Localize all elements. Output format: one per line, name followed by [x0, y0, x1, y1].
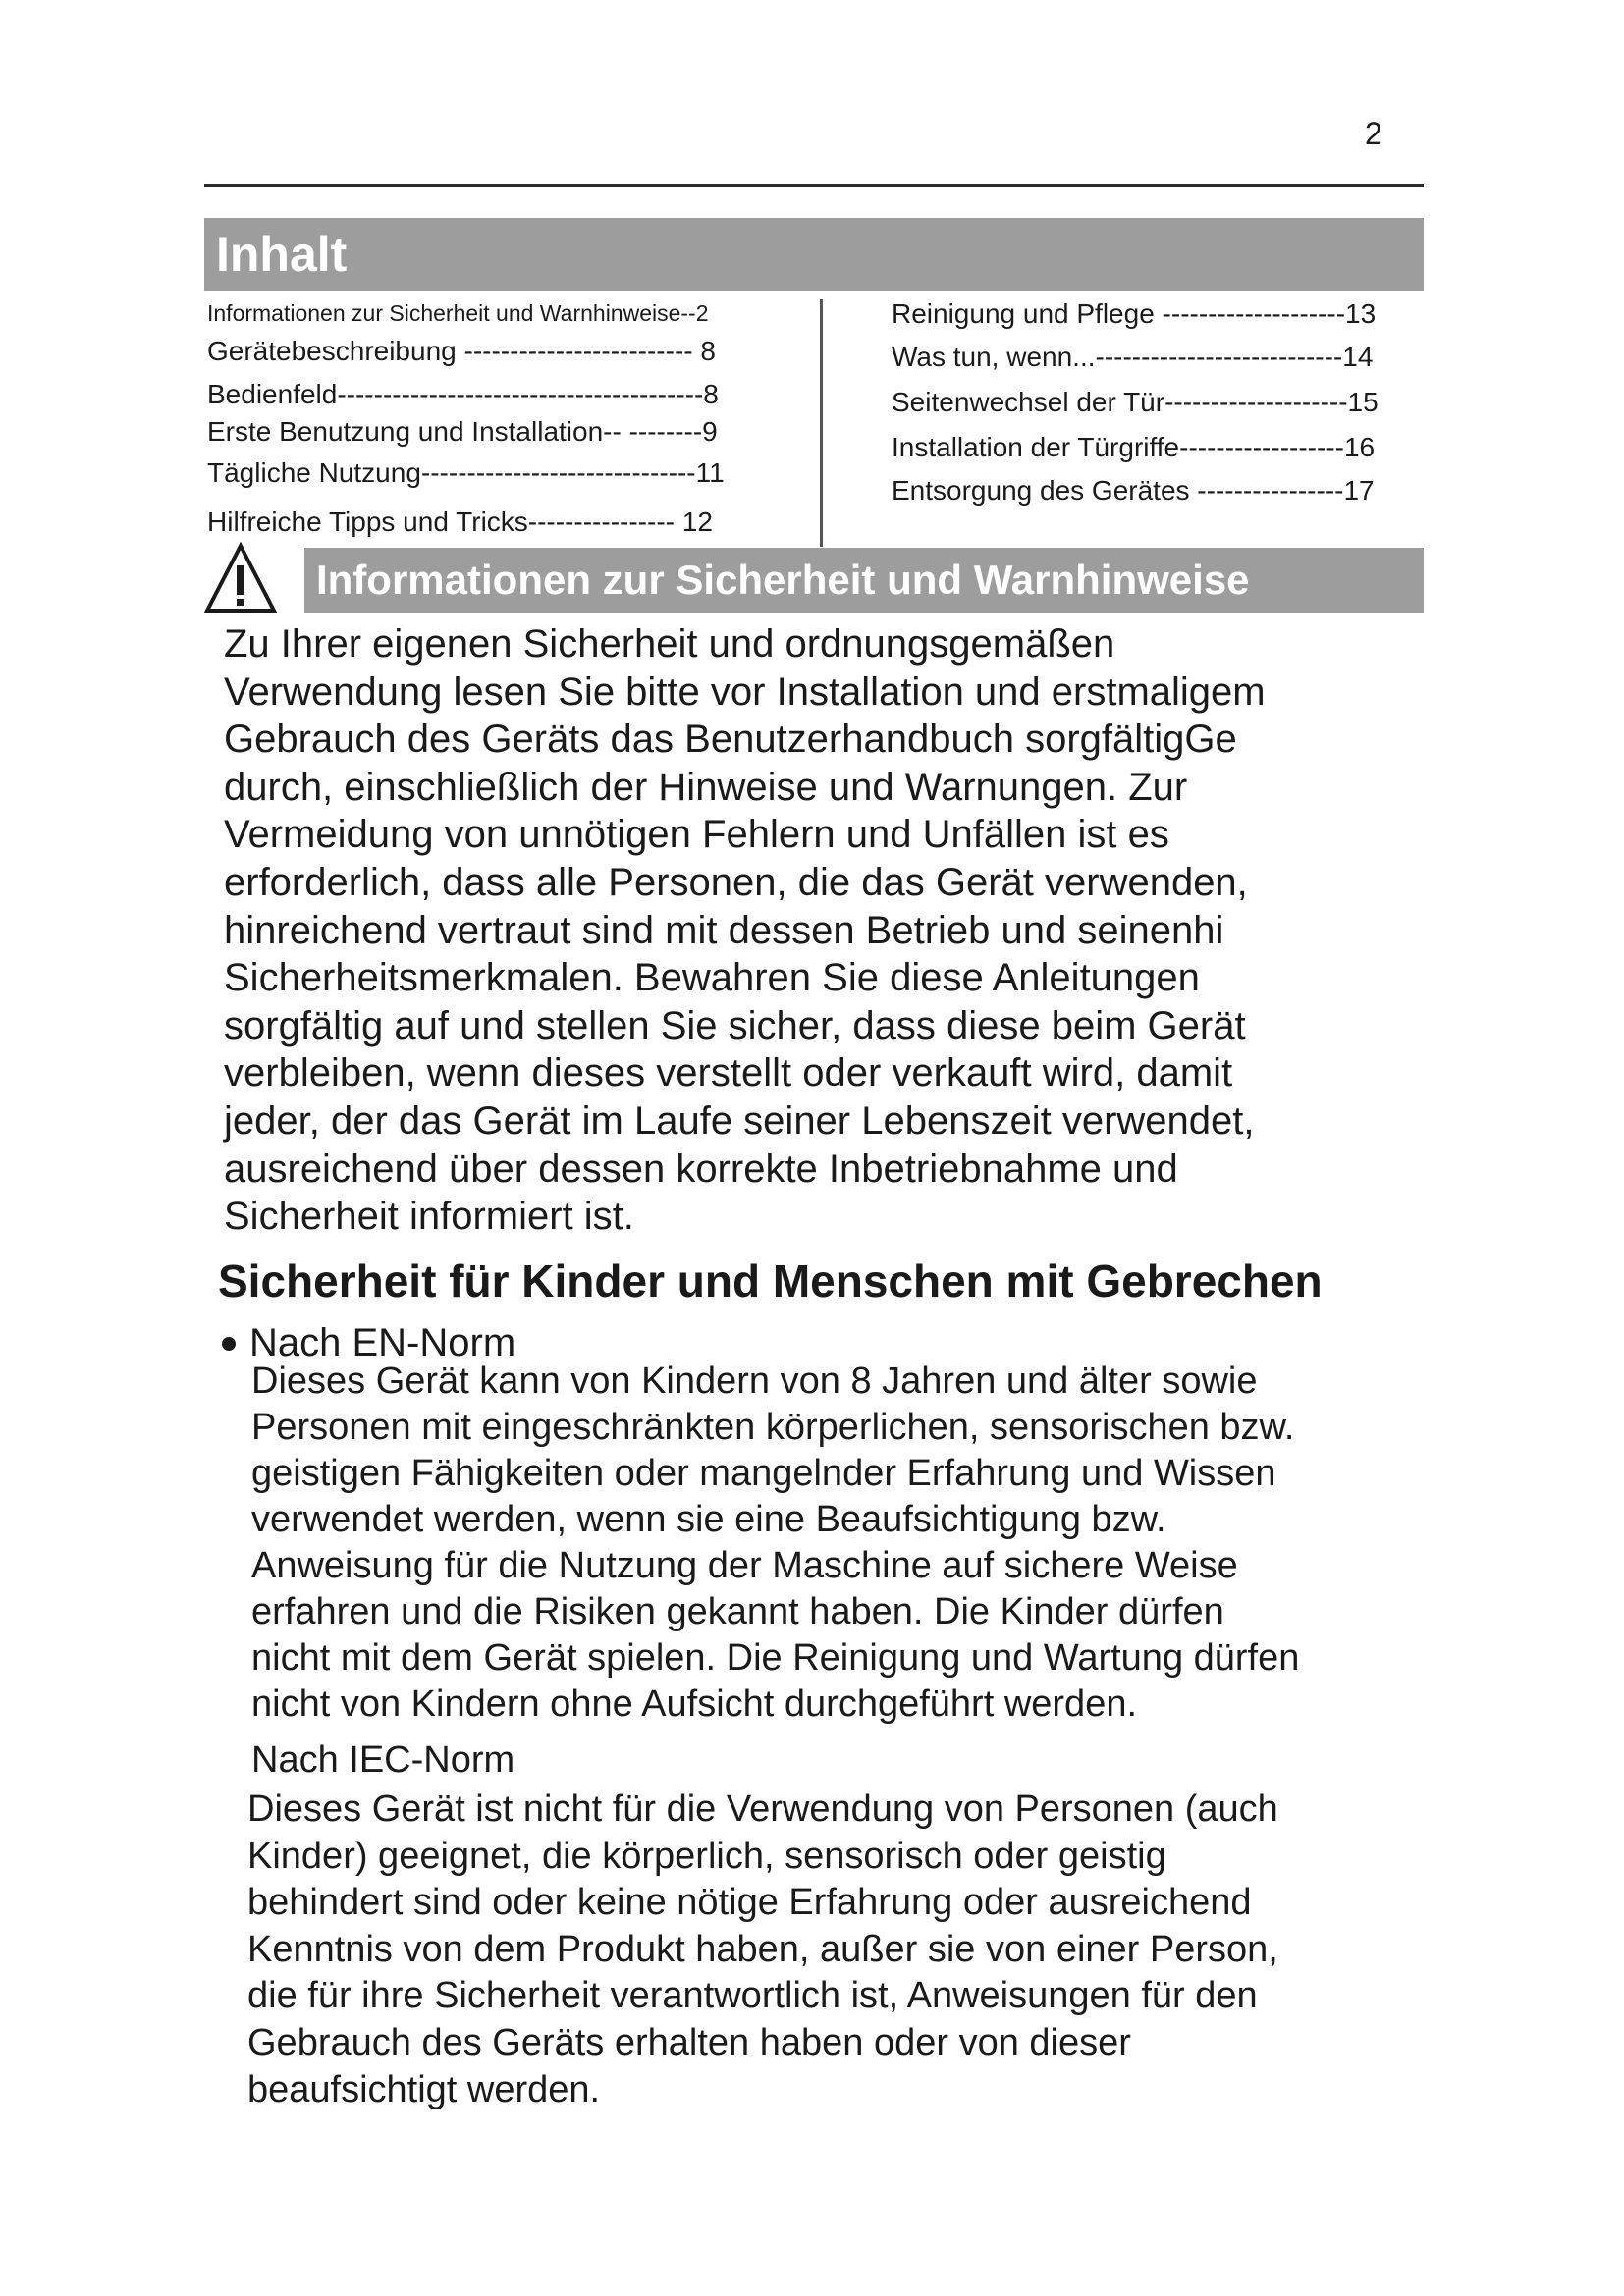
- text-line: die für ihre Sicherheit verantwortlich ist, Anweisungen für den: [247, 1975, 1258, 2017]
- intro-line: erforderlich, dass alle Personen, die das Gerät verwenden,: [224, 860, 1248, 904]
- toc-item[interactable]: Was tun, wenn...---------------------------14: [892, 342, 1374, 372]
- toc-item[interactable]: Informationen zur Sicherheit und Warnhinweise--2: [207, 300, 709, 326]
- intro-line: Verwendung lesen Sie bitte vor Installation und erstmaligem: [224, 669, 1266, 714]
- text-line: Dieses Gerät ist nicht für die Verwendung von Personen (auch: [247, 1789, 1278, 1830]
- intro-line: ausreichend über dessen korrekte Inbetriebnahme und: [224, 1147, 1178, 1191]
- intro-line: Sicherheitsmerkmalen. Bewahren Sie diese Anleitungen: [224, 956, 1200, 1000]
- bullet-icon: [222, 1337, 236, 1351]
- toc-item[interactable]: Hilfreiche Tipps und Tricks---------------- 12: [207, 507, 713, 537]
- intro-line: hinreichend vertraut sind mit dessen Betrieb und seinenhi: [224, 908, 1224, 952]
- text-line: verwendet werden, wenn sie eine Beaufsichtigung bzw.: [251, 1499, 1166, 1540]
- children-safety-heading: Sicherheit für Kinder und Menschen mit Gebrechen: [218, 1255, 1323, 1307]
- iec-norm-text: [247, 1787, 1278, 2113]
- toc-item[interactable]: Entsorgung des Gerätes ----------------17: [892, 475, 1375, 506]
- en-norm-text: [251, 1359, 1299, 1728]
- toc-item[interactable]: Installation der Türgriffe------------------16: [892, 432, 1376, 462]
- text-line: Anweisung für die Nutzung der Maschine auf sichere Weise: [251, 1545, 1238, 1586]
- text-line: Gebrauch des Geräts erhalten haben oder von dieser: [247, 2021, 1131, 2063]
- intro-line: Vermeidung von unnötigen Fehlern und Unfällen ist es: [224, 813, 1169, 857]
- text-line: nicht von Kindern ohne Aufsicht durchgeführt werden.: [251, 1683, 1138, 1725]
- iec-norm-heading: Nach IEC-Norm: [251, 1739, 515, 1781]
- text-line: Personen mit eingeschränkten körperlichen, sensorischen bzw.: [251, 1407, 1295, 1448]
- intro-line: Zu Ihrer eigenen Sicherheit und ordnungsgemäßen: [224, 622, 1115, 666]
- toc-title: Inhalt: [204, 218, 1424, 291]
- intro-line: verbleiben, wenn dieses verstellt oder verkauft wird, damit: [224, 1051, 1233, 1095]
- toc-item[interactable]: Seitenwechsel der Tür--------------------15: [892, 387, 1379, 417]
- toc-item[interactable]: Tägliche Nutzung------------------------------11: [207, 457, 725, 488]
- text-line: Kenntnis von dem Produkt haben, außer sie von einer Person,: [247, 1928, 1278, 1970]
- safety-intro: [224, 620, 1266, 1241]
- text-line: nicht mit dem Gerät spielen. Die Reinigung und Wartung dürfen: [251, 1637, 1300, 1679]
- text-line: beaufsichtigt werden.: [247, 2068, 601, 2110]
- toc-divider: [820, 299, 823, 547]
- text-line: Dieses Gerät kann von Kindern von 8 Jahren und älter sowie: [251, 1361, 1258, 1402]
- text-line: behindert sind oder keine nötige Erfahrung oder ausreichend: [247, 1882, 1252, 1924]
- toc-item[interactable]: Bedienfeld----------------------------------------8: [207, 379, 719, 409]
- intro-line: Gebrauch des Geräts das Benutzerhandbuch sorgfältigGe: [224, 718, 1237, 762]
- text-line: geistigen Fähigkeiten oder mangelnder Erfahrung und Wissen: [251, 1453, 1276, 1494]
- intro-line: durch, einschließlich der Hinweise und Warnungen. Zur: [224, 765, 1188, 809]
- en-norm-label: Nach EN-Norm: [249, 1321, 516, 1364]
- header-rule: [204, 184, 1424, 187]
- page-number: 2: [1365, 116, 1382, 151]
- toc-item[interactable]: Reinigung und Pflege --------------------13: [892, 298, 1377, 329]
- intro-line: jeder, der das Gerät im Laufe seiner Lebenszeit verwendet,: [224, 1098, 1255, 1143]
- text-line: Kinder) geeignet, die körperlich, sensorisch oder geistig: [247, 1835, 1166, 1877]
- safety-section-title: Informationen zur Sicherheit und Warnhinweise: [304, 548, 1424, 613]
- intro-line: sorgfältig auf und stellen Sie sicher, dass diese beim Gerät: [224, 1003, 1246, 1047]
- warning-triangle-icon: [204, 542, 277, 614]
- toc-item[interactable]: Erste Benutzung und Installation-- --------9: [207, 416, 718, 447]
- intro-line: Sicherheit informiert ist.: [224, 1195, 634, 1239]
- text-line: erfahren und die Risiken gekannt haben. Die Kinder dürfen: [251, 1591, 1224, 1632]
- toc-item[interactable]: Gerätebeschreibung ------------------------- 8: [207, 336, 716, 366]
